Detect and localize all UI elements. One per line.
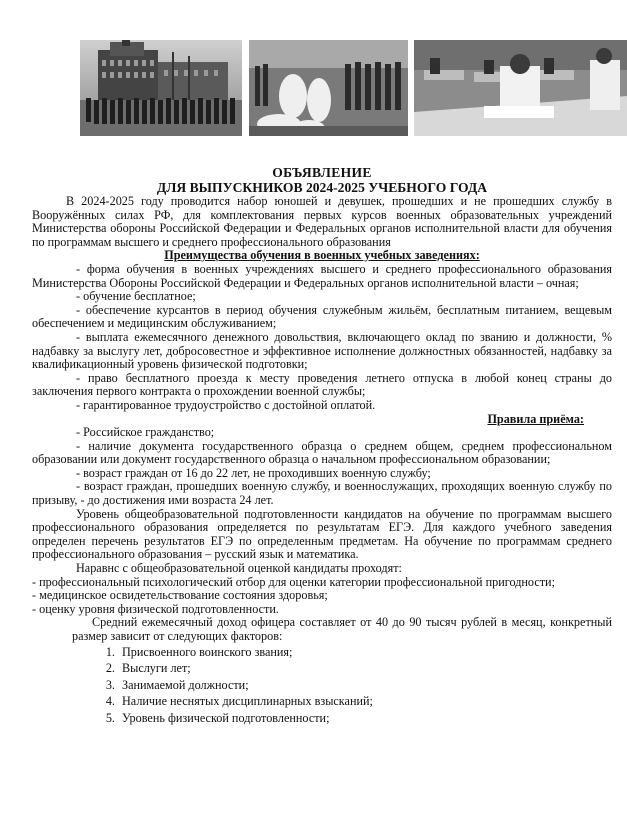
income-factor: 5. Уровень физической подготовленности; [118, 712, 612, 726]
advantage-item: - право бесплатного проезда к месту проведения летнего отпуска в любой конец страны до заключения первого контракта о прохождении военной службы; [32, 370, 612, 399]
advantage-item: - выплата ежемесячного денежного довольствия, включающего оклад по званию и должности, % надбавку за выслугу лет, добросовестное и эффективное исполнение должностных обязанностей, надбавку за квалификационный уровень физической подготовки; [32, 329, 612, 372]
income-factor: 2. Выслуги лет; [118, 662, 612, 676]
rules-heading: Правила приёма: [487, 411, 584, 426]
advantage-item: - обеспечение курсантов в период обучения служебным жильём, бесплатным питанием, вещевым обеспечением и медицинским обслуживанием; [32, 302, 612, 331]
level-paragraph: Уровень общеобразовательной подготовленности кандидатов на обучение по программам высшего профессионального образования определяется по результатам ЕГЭ. Для каждого учебного заведения определен перечень результатов ЕГЭ по определенным предметам. На обучение по программам среднего профессионального образования – русский язык и математика. [32, 506, 612, 562]
announcement-document [32, 166, 612, 729]
rule-item: - наличие документа государственного образца о среднем общем, среднем профессиональном образовании или документ государственного образца о начальном профессиональном образовании; [32, 438, 612, 467]
dance-ceremony-photo [249, 40, 408, 136]
selection-item: - профессиональный психологический отбор для оценки категории профессиональной пригодности; [32, 574, 555, 589]
income-paragraph: Средний ежемесячный доход офицера составляет от 40 до 90 тысяч рублей в месяц, конкретный размер зависит от следующих факторов: [72, 615, 612, 643]
income-factors-list [32, 646, 612, 726]
photo-strip [80, 40, 627, 136]
document-subtitle: ДЛЯ ВЫПУСКНИКОВ 2024-2025 УЧЕБНОГО ГОДА [156, 179, 488, 195]
exam-hall-photo [414, 40, 627, 136]
rule-item: - Российское гражданство; [76, 425, 215, 440]
selection-lead: Наравнс с общеобразовательной оценкой кандидаты проходят: [76, 561, 402, 576]
advantage-item: - обучение бесплатное; [76, 289, 196, 304]
intro-paragraph: В 2024-2025 году проводится набор юношей и девушек, прошедших и не прошедших службу в Вооружённых силах РФ, для комплектования первых курсов военных образовательных учреждений Министерства обороны Российской Федерации и Федеральных органов исполнительной власти для обучения по программам высшего и среднего профессионального образования [32, 194, 612, 249]
income-factor: 3. Занимаемой должности; [118, 679, 612, 693]
advantage-item: - форма обучения в военных учреждениях высшего и среднего профессионального образования Министерства Обороны Российской Федерации и Федеральных органов исполнительной власти – очная; [32, 261, 612, 290]
selection-item: - медицинское освидетельствование состояния здоровья; [32, 588, 328, 603]
income-factor: 1. Присвоенного воинского звания; [118, 646, 612, 660]
rule-item: - возраст граждан от 16 до 22 лет, не проходивших военную службу; [76, 465, 431, 480]
document-title: ОБЪЯВЛЕНИЕ [272, 165, 372, 180]
selection-item: - оценку уровня физической подготовленности. [32, 601, 279, 616]
rule-item: - возраст граждан, прошедших военную службу, и военнослужащих, проходящих военную службу по призыву, - до достижения ими возраста 24 лет. [32, 479, 612, 508]
advantages-heading: Преимущества обучения в военных учебных заведениях: [164, 248, 480, 263]
income-factor: 4. Наличие неснятых дисциплинарных взысканий; [118, 695, 612, 709]
advantage-item: - гарантированное трудоустройство с достойной оплатой. [76, 397, 376, 412]
building-parade-photo [80, 40, 242, 136]
